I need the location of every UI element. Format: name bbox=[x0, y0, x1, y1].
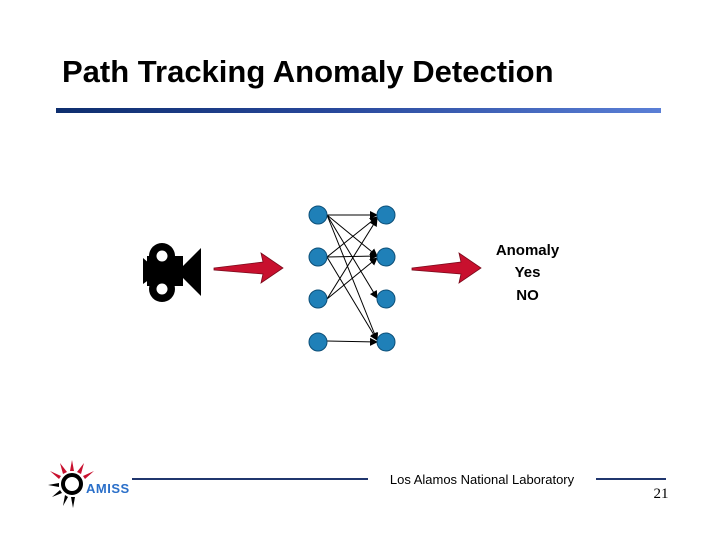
flow-arrow-input bbox=[214, 253, 283, 283]
output-node bbox=[377, 290, 395, 308]
outcome-no-label: NO bbox=[516, 287, 539, 304]
input-node bbox=[309, 290, 327, 308]
input-node bbox=[309, 248, 327, 266]
output-nodes bbox=[377, 206, 395, 351]
input-node bbox=[309, 206, 327, 224]
page-number: 21 bbox=[653, 486, 669, 502]
footer-rule-right bbox=[596, 478, 666, 480]
output-node bbox=[377, 333, 395, 351]
input-nodes bbox=[309, 206, 327, 351]
input-node bbox=[309, 333, 327, 351]
footer-rule-left bbox=[132, 478, 368, 480]
footer-organization: Los Alamos National Laboratory bbox=[389, 472, 575, 487]
output-node bbox=[377, 248, 395, 266]
outcome-yes-label: Yes bbox=[514, 264, 541, 281]
slide-title: Path Tracking Anomaly Detection bbox=[62, 54, 554, 89]
video-camera-icon bbox=[143, 243, 201, 302]
output-node bbox=[377, 206, 395, 224]
outcome-anomaly-label: Anomaly bbox=[495, 242, 560, 259]
network-edges bbox=[327, 215, 377, 342]
logo-text: AMISS bbox=[86, 481, 130, 496]
